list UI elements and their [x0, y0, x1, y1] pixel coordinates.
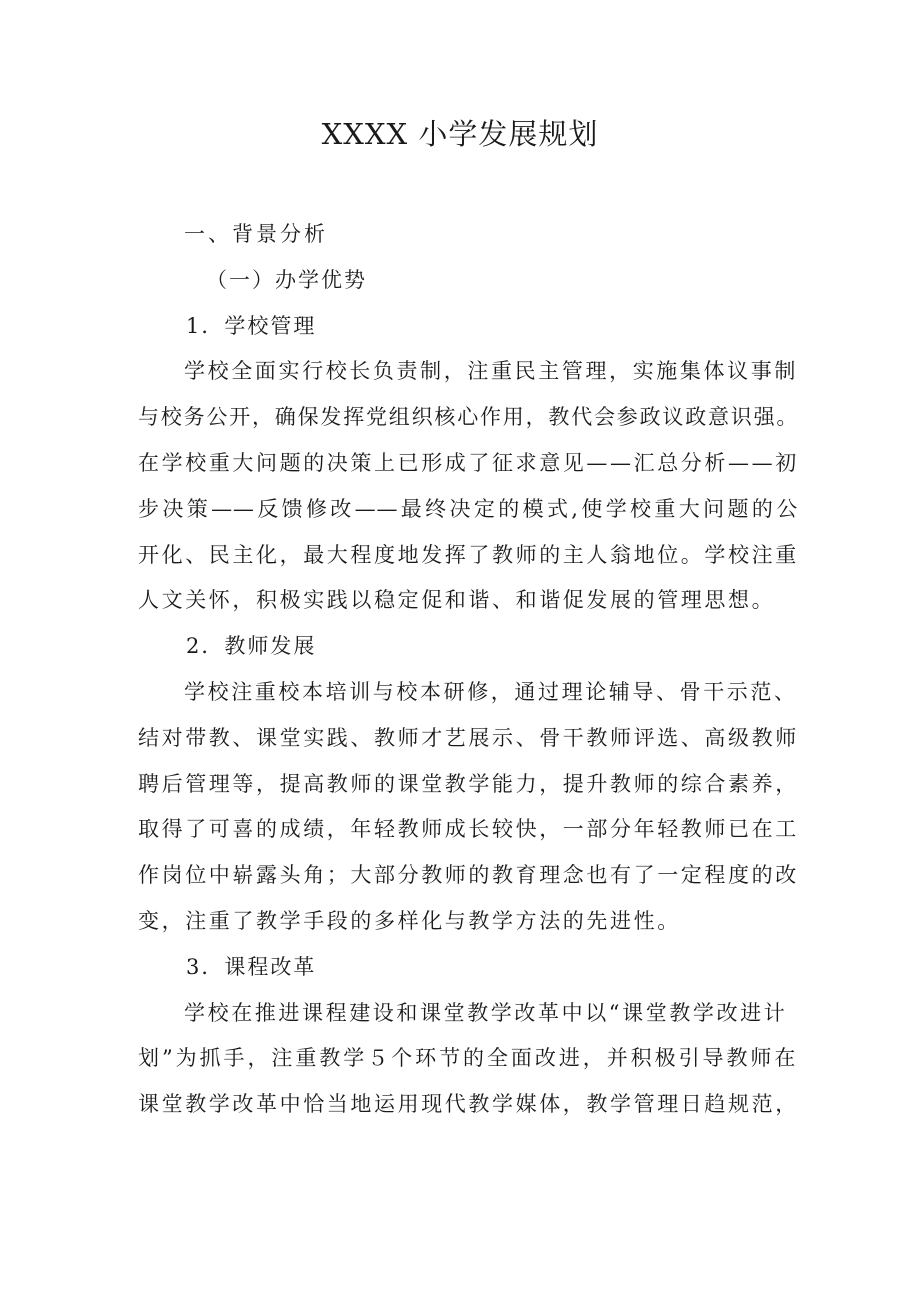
document-title: XXXX 小学发展规划 [321, 117, 599, 151]
paragraph-curriculum-reform [138, 991, 798, 1128]
paragraph-teacher-development [138, 670, 798, 945]
paragraph-line: 学校在推进课程建设和课堂教学改革中以“课堂教学改进计 [184, 1000, 788, 1025]
section-heading-background: 一、背景分析 [184, 222, 328, 246]
document-body [138, 212, 798, 1128]
paragraph-line: 人文关怀，积极实践以稳定促和谐、和谐促发展的管理思想。 [138, 588, 776, 613]
paragraph-line: 取得了可喜的成绩，年轻教师成长较快，一部分年轻教师已在工 [138, 817, 799, 842]
paragraph-line: 开化、民主化，最大程度地发挥了教师的主人翁地位。学校注重 [138, 542, 799, 567]
item-heading-curriculum-reform: 3．课程改革 [186, 954, 317, 979]
item-heading-teacher-development: 2．教师发展 [186, 634, 317, 659]
paragraph-line: 划”为抓手，注重教学５个环节的全面改进，并积极引导教师在 [138, 1046, 798, 1071]
paragraph-line: 学校注重校本培训与校本研修，通过理论辅导、骨干示范、 [184, 679, 798, 704]
item-heading-school-management: 1．学校管理 [186, 313, 317, 338]
paragraph-line: 变，注重了教学手段的多样化与教学方法的先进性。 [138, 908, 681, 933]
paragraph-line: 在学校重大问题的决策上已形成了征求意见——汇总分析——初 [138, 450, 799, 475]
paragraph-line: 作岗位中崭露头角；大部分教师的教育理念也有了一定程度的改 [138, 863, 799, 888]
paragraph-line: 课堂教学改革中恰当地运用现代教学媒体，教学管理日趋规范， [138, 1092, 799, 1117]
paragraph-line: 步决策——反馈修改——最终决定的模式,使学校重大问题的公 [138, 496, 798, 521]
paragraph-line: 聘后管理等，提高教师的课堂教学能力，提升教师的综合素养， [138, 771, 799, 796]
paragraph-school-management [138, 349, 798, 624]
subsection-heading-advantages: （一）办学优势 [206, 267, 367, 292]
paragraph-line: 与校务公开，确保发挥党组织核心作用，教代会参政议政意识强。 [138, 405, 798, 430]
paragraph-line: 学校全面实行校长负责制，注重民主管理，实施集体议事制 [184, 359, 798, 384]
paragraph-line: 结对带教、课堂实践、教师才艺展示、骨干教师评选、高级教师 [138, 725, 799, 750]
